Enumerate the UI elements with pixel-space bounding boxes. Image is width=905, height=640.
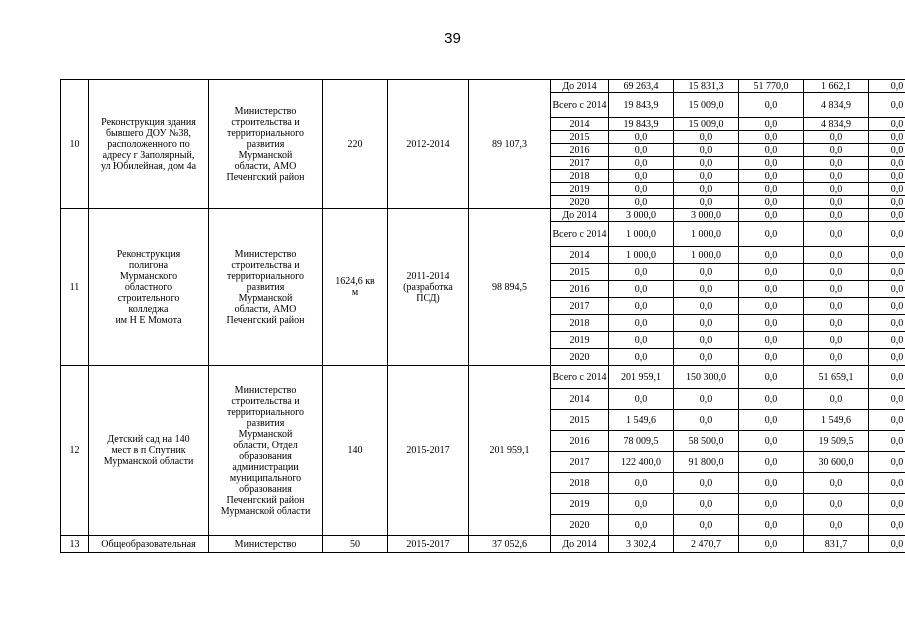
value-cell: 0,0: [739, 264, 804, 281]
value-cell: 0,0: [869, 144, 905, 157]
value-cell: 0,0: [609, 349, 674, 366]
value-cell: 15 009,0: [674, 93, 739, 118]
value-cell: 0,0: [609, 183, 674, 196]
budget-table: [60, 79, 905, 553]
value-cell: 0,0: [804, 157, 869, 170]
project-executor: Министерство строительства и территориального развития Мурманской области, АМО Печенгский район: [209, 209, 323, 366]
value-cell: 0,0: [674, 473, 739, 494]
value-cell: 0,0: [739, 536, 804, 553]
value-cell: 1 549,6: [609, 410, 674, 431]
year-cell: 2018: [551, 170, 609, 183]
year-cell: 2020: [551, 515, 609, 536]
value-cell: 0,0: [804, 170, 869, 183]
value-cell: 0,0: [609, 157, 674, 170]
year-cell: 2015: [551, 410, 609, 431]
value-cell: 0,0: [804, 494, 869, 515]
year-cell: Всего с 2014: [551, 93, 609, 118]
value-cell: 0,0: [739, 170, 804, 183]
value-cell: 19 509,5: [804, 431, 869, 452]
value-cell: 0,0: [739, 247, 804, 264]
year-cell: 2017: [551, 452, 609, 473]
value-cell: 0,0: [739, 281, 804, 298]
value-cell: 0,0: [869, 183, 905, 196]
value-cell: 78 009,5: [609, 431, 674, 452]
value-cell: 0,0: [869, 515, 905, 536]
value-cell: 0,0: [674, 144, 739, 157]
value-cell: 0,0: [869, 315, 905, 332]
value-cell: 0,0: [804, 389, 869, 410]
value-cell: 1 000,0: [609, 222, 674, 247]
year-cell: 2019: [551, 332, 609, 349]
value-cell: 0,0: [609, 515, 674, 536]
value-cell: 0,0: [739, 315, 804, 332]
value-cell: 0,0: [609, 131, 674, 144]
year-cell: До 2014: [551, 209, 609, 222]
value-cell: 1 000,0: [609, 247, 674, 264]
table-row: [61, 209, 905, 222]
project-name: Реконструкция здания бывшего ДОУ №38, расположенного по адресу г Заполярный, ул Юбилейная, дом 4а: [89, 80, 209, 209]
value-cell: 0,0: [674, 315, 739, 332]
value-cell: 0,0: [869, 410, 905, 431]
value-cell: 0,0: [739, 209, 804, 222]
value-cell: 0,0: [674, 196, 739, 209]
value-cell: 0,0: [869, 196, 905, 209]
value-cell: 0,0: [739, 93, 804, 118]
value-cell: 0,0: [739, 366, 804, 389]
value-cell: 0,0: [739, 298, 804, 315]
value-cell: 0,0: [674, 170, 739, 183]
value-cell: 0,0: [804, 315, 869, 332]
value-cell: 0,0: [674, 264, 739, 281]
value-cell: 0,0: [739, 222, 804, 247]
project-number: 10: [61, 80, 89, 209]
value-cell: 0,0: [609, 144, 674, 157]
value-cell: 0,0: [609, 196, 674, 209]
value-cell: 15 009,0: [674, 118, 739, 131]
year-cell: До 2014: [551, 536, 609, 553]
project-executor: Министерство строительства и территориального развития Мурманской области, АМО Печенгский район: [209, 80, 323, 209]
value-cell: 69 263,4: [609, 80, 674, 93]
value-cell: 0,0: [609, 389, 674, 410]
value-cell: 0,0: [739, 389, 804, 410]
table-row: [61, 80, 905, 93]
value-cell: 15 831,3: [674, 80, 739, 93]
project-total-cost: 98 894,5: [469, 209, 551, 366]
project-total-cost: 37 052,6: [469, 536, 551, 553]
value-cell: 0,0: [609, 170, 674, 183]
project-executor: Министерство: [209, 536, 323, 553]
value-cell: 0,0: [609, 332, 674, 349]
year-cell: 2014: [551, 247, 609, 264]
value-cell: 19 843,9: [609, 118, 674, 131]
value-cell: 201 959,1: [609, 366, 674, 389]
value-cell: 0,0: [674, 183, 739, 196]
project-total-cost: 89 107,3: [469, 80, 551, 209]
value-cell: 0,0: [674, 298, 739, 315]
value-cell: 0,0: [674, 410, 739, 431]
value-cell: 0,0: [739, 332, 804, 349]
value-cell: 0,0: [869, 170, 905, 183]
table-row: [61, 536, 905, 553]
value-cell: 0,0: [869, 93, 905, 118]
year-cell: 2014: [551, 118, 609, 131]
value-cell: 0,0: [739, 183, 804, 196]
value-cell: 91 800,0: [674, 452, 739, 473]
value-cell: 0,0: [804, 222, 869, 247]
project-capacity: 50: [323, 536, 388, 553]
value-cell: 3 302,4: [609, 536, 674, 553]
value-cell: 0,0: [869, 389, 905, 410]
value-cell: 0,0: [804, 183, 869, 196]
value-cell: 0,0: [869, 131, 905, 144]
value-cell: 0,0: [804, 515, 869, 536]
project-name: Детский сад на 140 мест в п Спутник Мурманской области: [89, 366, 209, 536]
year-cell: 2020: [551, 349, 609, 366]
year-cell: 2019: [551, 494, 609, 515]
value-cell: 58 500,0: [674, 431, 739, 452]
project-name: Общеобразовательная: [89, 536, 209, 553]
value-cell: 4 834,9: [804, 93, 869, 118]
year-cell: 2019: [551, 183, 609, 196]
value-cell: 0,0: [804, 131, 869, 144]
value-cell: 0,0: [739, 410, 804, 431]
project-period: 2015-2017: [388, 366, 469, 536]
value-cell: 0,0: [869, 222, 905, 247]
value-cell: 0,0: [869, 118, 905, 131]
value-cell: 3 000,0: [609, 209, 674, 222]
value-cell: 0,0: [869, 209, 905, 222]
value-cell: 0,0: [739, 431, 804, 452]
value-cell: 0,0: [804, 247, 869, 264]
year-cell: 2017: [551, 157, 609, 170]
value-cell: 0,0: [674, 515, 739, 536]
value-cell: 2 470,7: [674, 536, 739, 553]
year-cell: 2016: [551, 144, 609, 157]
year-cell: 2014: [551, 389, 609, 410]
value-cell: 0,0: [869, 366, 905, 389]
value-cell: 0,0: [609, 473, 674, 494]
value-cell: 0,0: [739, 515, 804, 536]
year-cell: 2018: [551, 315, 609, 332]
project-period: 2011-2014 (разработка ПСД): [388, 209, 469, 366]
value-cell: 831,7: [804, 536, 869, 553]
value-cell: 0,0: [869, 80, 905, 93]
value-cell: 0,0: [869, 264, 905, 281]
value-cell: 0,0: [869, 247, 905, 264]
project-period: 2015-2017: [388, 536, 469, 553]
value-cell: 51 770,0: [739, 80, 804, 93]
project-period: 2012-2014: [388, 80, 469, 209]
value-cell: 0,0: [609, 264, 674, 281]
value-cell: 0,0: [869, 431, 905, 452]
value-cell: 0,0: [609, 281, 674, 298]
year-cell: 2017: [551, 298, 609, 315]
value-cell: 0,0: [609, 315, 674, 332]
value-cell: 0,0: [739, 349, 804, 366]
value-cell: 1 000,0: [674, 247, 739, 264]
value-cell: 0,0: [674, 281, 739, 298]
value-cell: 0,0: [804, 144, 869, 157]
value-cell: 0,0: [869, 494, 905, 515]
value-cell: 4 834,9: [804, 118, 869, 131]
value-cell: 0,0: [804, 209, 869, 222]
value-cell: 51 659,1: [804, 366, 869, 389]
value-cell: 0,0: [869, 473, 905, 494]
project-total-cost: 201 959,1: [469, 366, 551, 536]
project-capacity: 220: [323, 80, 388, 209]
value-cell: 0,0: [674, 332, 739, 349]
year-cell: 2015: [551, 264, 609, 281]
value-cell: 19 843,9: [609, 93, 674, 118]
value-cell: 0,0: [804, 298, 869, 315]
value-cell: 0,0: [804, 281, 869, 298]
value-cell: 0,0: [804, 349, 869, 366]
value-cell: 0,0: [739, 452, 804, 473]
value-cell: 0,0: [609, 298, 674, 315]
value-cell: 3 000,0: [674, 209, 739, 222]
value-cell: 0,0: [804, 332, 869, 349]
value-cell: 30 600,0: [804, 452, 869, 473]
value-cell: 0,0: [739, 494, 804, 515]
value-cell: 0,0: [869, 349, 905, 366]
value-cell: 0,0: [674, 131, 739, 144]
year-cell: 2020: [551, 196, 609, 209]
project-capacity: 140: [323, 366, 388, 536]
value-cell: 0,0: [739, 473, 804, 494]
year-cell: Всего с 2014: [551, 222, 609, 247]
value-cell: 0,0: [804, 264, 869, 281]
value-cell: 1 000,0: [674, 222, 739, 247]
value-cell: 122 400,0: [609, 452, 674, 473]
value-cell: 0,0: [869, 536, 905, 553]
value-cell: 1 662,1: [804, 80, 869, 93]
project-executor: Министерство строительства и территориального развития Мурманской области, Отдел образования администрации муниципального образования Печенгский район Мурманской области: [209, 366, 323, 536]
year-cell: 2018: [551, 473, 609, 494]
value-cell: 0,0: [869, 298, 905, 315]
value-cell: 0,0: [739, 118, 804, 131]
table-row: [61, 366, 905, 389]
value-cell: 0,0: [674, 349, 739, 366]
value-cell: 0,0: [739, 196, 804, 209]
value-cell: 0,0: [674, 389, 739, 410]
value-cell: 0,0: [869, 332, 905, 349]
year-cell: До 2014: [551, 80, 609, 93]
value-cell: 0,0: [869, 452, 905, 473]
page-number: 39: [444, 30, 461, 47]
year-cell: 2016: [551, 431, 609, 452]
value-cell: 0,0: [674, 157, 739, 170]
year-cell: 2016: [551, 281, 609, 298]
value-cell: 0,0: [739, 157, 804, 170]
year-cell: 2015: [551, 131, 609, 144]
project-number: 11: [61, 209, 89, 366]
value-cell: 150 300,0: [674, 366, 739, 389]
value-cell: 0,0: [869, 157, 905, 170]
value-cell: 0,0: [869, 281, 905, 298]
value-cell: 1 549,6: [804, 410, 869, 431]
project-capacity: 1624,6 кв м: [323, 209, 388, 366]
project-name: Реконструкция полигона Мурманского областного строительного колледжа им Н Е Момота: [89, 209, 209, 366]
year-cell: Всего с 2014: [551, 366, 609, 389]
value-cell: 0,0: [739, 131, 804, 144]
value-cell: 0,0: [804, 473, 869, 494]
value-cell: 0,0: [804, 196, 869, 209]
value-cell: 0,0: [739, 144, 804, 157]
project-number: 13: [61, 536, 89, 553]
value-cell: 0,0: [674, 494, 739, 515]
project-number: 12: [61, 366, 89, 536]
value-cell: 0,0: [609, 494, 674, 515]
